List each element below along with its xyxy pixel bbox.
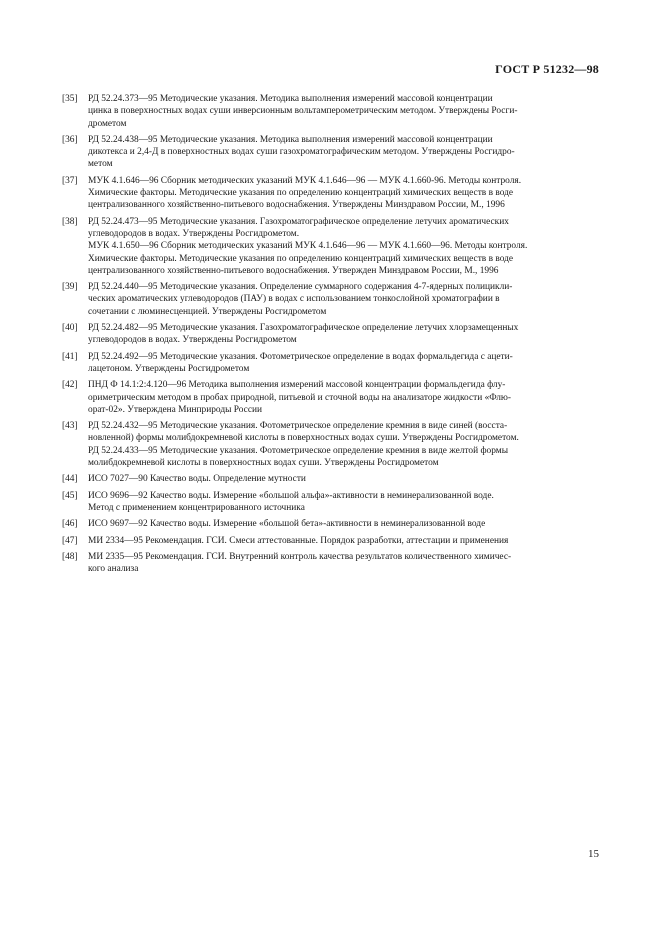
reference-line: ИСО 7027—90 Качество воды. Определение мутности [88, 474, 306, 485]
reference-number: [47] [62, 535, 78, 546]
reference-line: Химические факторы. Методические указания по определению концентраций химических веществ в воде [88, 253, 514, 264]
reference-line: МУК 4.1.646—96 Сборник методических указаний МУК 4.1.646—96 — МУК 4.1.660-96. Методы контроля. [88, 175, 522, 186]
reference-line: дрометом [88, 118, 127, 129]
reference-item [62, 175, 602, 212]
reference-line: метом [88, 159, 113, 170]
reference-item [62, 379, 602, 416]
reference-text [88, 175, 602, 212]
reference-item [62, 351, 602, 376]
reference-item [62, 518, 602, 530]
reference-line: ПНД Ф 14.1:2:4.120—96 Методика выполнения измерений массовой концентрации формальдегида флу- [88, 380, 506, 391]
reference-item [62, 473, 602, 485]
reference-text [88, 379, 602, 416]
reference-line: РД 52.24.373—95 Методические указания. Методика выполнения измерений массовой концентрации [88, 94, 493, 104]
reference-line: МИ 2334—95 Рекомендация. ГСИ. Смеси аттестованные. Порядок разработки, аттестации и применения [88, 535, 509, 546]
reference-number: [44] [62, 474, 78, 485]
reference-line: ориметрическим методом в пробах природной, питьевой и сточной воды на анализаторе жидкости «Флю- [88, 392, 512, 403]
reference-line: ИСО 9696—92 Качество воды. Измерение «большой альфа»-активности в неминерализованной воде. [88, 490, 494, 501]
reference-item [62, 551, 602, 576]
reference-text [88, 322, 602, 347]
reference-line: РД 52.24.438—95 Методические указания. Методика выполнения измерений массовой концентрации [88, 134, 493, 145]
reference-item [62, 535, 602, 547]
document-header: ГОСТ Р 51232—98 [495, 62, 599, 76]
reference-item [62, 216, 602, 277]
reference-line: новленной) формы молибдокремневой кислоты в поверхностных водах суши. Утверждены Росгидрометом. [88, 433, 519, 444]
reference-line: углеводородов в водах. Утверждены Росгидрометом. [88, 228, 300, 239]
reference-item [62, 93, 602, 130]
reference-line: орат-02». Утверждена Минприроды России [88, 404, 263, 415]
reference-line: дикотекса и 2,4-Д в поверхностных водах суши газохроматографическим методом. Утверждены Росгидро- [88, 147, 515, 158]
reference-line: ческих ароматических углеводородов (ПАУ) в водах с использованием тонкослойной хроматографии в [88, 294, 500, 305]
reference-item [62, 134, 602, 171]
reference-line: РД 52.24.473—95 Методические указания. Газохроматографическое определение летучих ароматических [88, 216, 509, 227]
reference-line: молибдокремневой кислоты в поверхностных водах суши. Утверждены Росгидрометом [88, 458, 439, 469]
reference-number: [45] [62, 490, 78, 501]
reference-item [62, 490, 602, 515]
reference-text [88, 490, 602, 515]
reference-line: ИСО 9697—92 Качество воды. Измерение «большой бета»-активности в неминерализованной воде [88, 519, 486, 530]
reference-list [62, 93, 602, 579]
reference-number: [42] [62, 380, 78, 391]
reference-text [88, 518, 602, 530]
reference-item [62, 420, 602, 469]
reference-item [62, 322, 602, 347]
reference-text [88, 134, 602, 171]
reference-line: углеводородов в водах. Утверждены Росгидрометом [88, 335, 297, 346]
reference-item [62, 281, 602, 318]
reference-text [88, 420, 602, 469]
reference-number: [38] [62, 216, 78, 227]
reference-line: РД 52.24.482—95 Методические указания. Газохроматографическое определение летучих хлорзамещенных [88, 323, 519, 334]
reference-text [88, 473, 602, 485]
reference-number: [41] [62, 351, 78, 362]
reference-line: РД 52.24.492—95 Методические указания. Фотометрическое определение в водах формальдегида с ацети- [88, 351, 513, 362]
reference-line: Метод с применением концентрированного источника [88, 502, 305, 513]
reference-number: [36] [62, 134, 78, 145]
reference-number: [43] [62, 421, 78, 432]
reference-line: централизованного хозяйственно-питьевого водоснабжения. Утвержден Минздравом России, М., 1996 [88, 265, 499, 276]
reference-number: [40] [62, 323, 78, 334]
reference-text [88, 281, 602, 318]
reference-line: МУК 4.1.650—96 Сборник методических указаний МУК 4.1.646—96 — МУК 4.1.660—96. Методы контроля. [88, 241, 528, 252]
reference-line: РД 52.24.432—95 Методические указания. Фотометрическое определение кремния в виде синей (восста- [88, 421, 508, 432]
reference-line: сочетании с люминесценцией. Утверждены Росгидрометом [88, 306, 327, 317]
reference-text [88, 351, 602, 376]
reference-text [88, 216, 602, 277]
reference-number: [37] [62, 175, 78, 186]
reference-line: РД 52.24.440—95 Методические указания. Определение суммарного содержания 4-7-ядерных полицикли- [88, 282, 513, 293]
reference-text [88, 93, 602, 130]
reference-line: МИ 2335—95 Рекомендация. ГСИ. Внутренний контроль качества результатов количественного химичес- [88, 551, 512, 562]
reference-number: [39] [62, 282, 78, 293]
reference-text [88, 535, 602, 547]
reference-line: лацетоном. Утверждены Росгидрометом [88, 363, 250, 374]
reference-line: цинка в поверхностных водах суши инверсионным вольтамперометрическим методом. Утверждены Росги- [88, 106, 518, 117]
reference-number: [46] [62, 519, 78, 530]
reference-line: Химические факторы. Методические указания по определению концентраций химических веществ в воде [88, 188, 514, 199]
page-number: 15 [588, 848, 599, 860]
reference-line: РД 52.24.433—95 Методические указания. Фотометрическое определение кремния в виде желтой формы [88, 445, 509, 456]
reference-number: [48] [62, 551, 78, 562]
reference-text [88, 551, 602, 576]
reference-line: централизованного хозяйственно-питьевого водоснабжения. Утверждены Минздравом России, М., 1996 [88, 200, 505, 211]
reference-number: [35] [62, 94, 78, 104]
reference-line: кого анализа [88, 564, 139, 575]
